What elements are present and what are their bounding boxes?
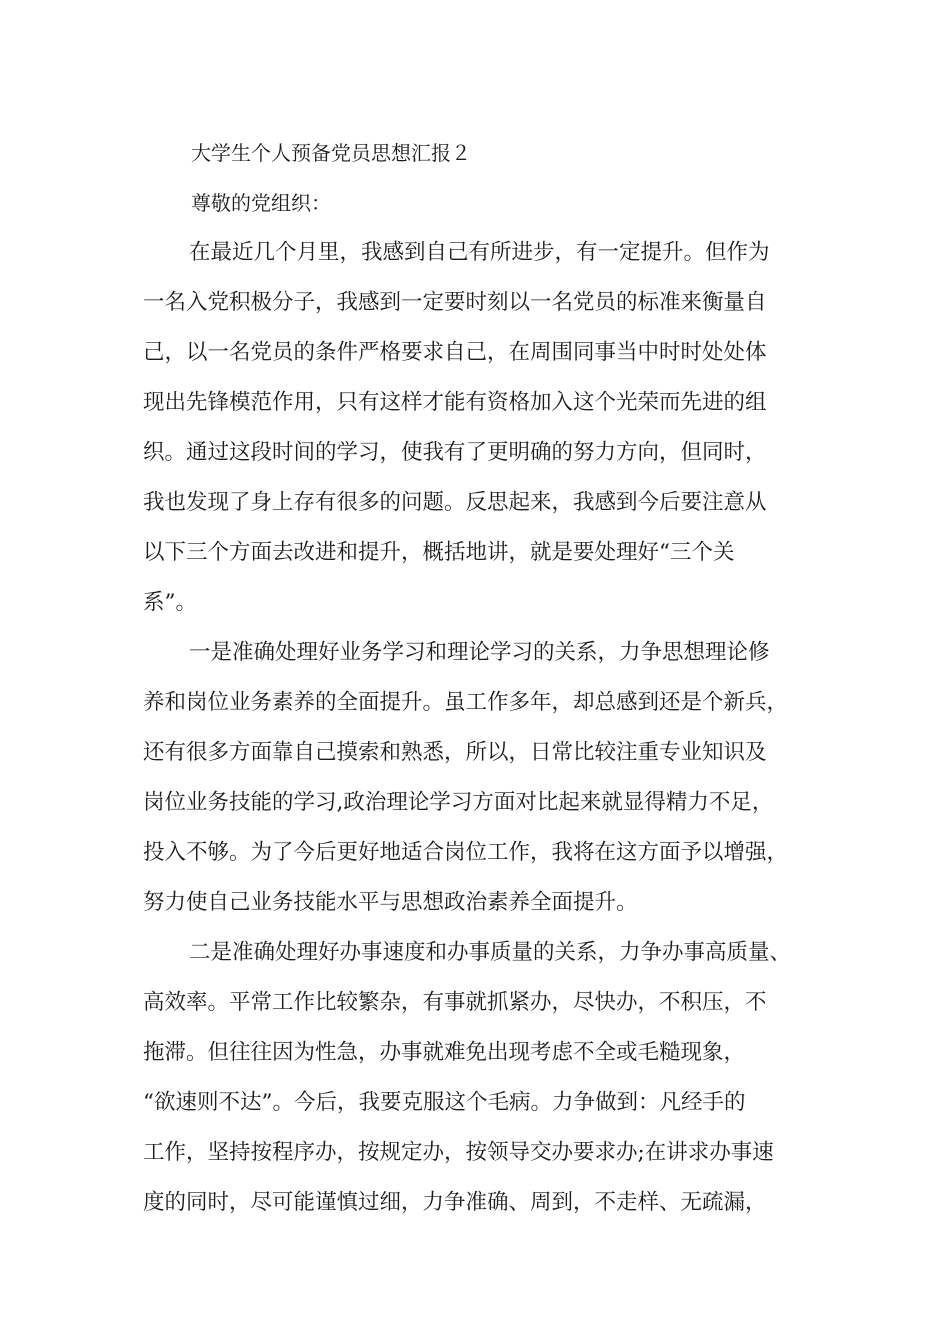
paragraph-line: 努力使自己业务技能水平与思想政治素养全面提升。 bbox=[143, 890, 638, 915]
paragraph-line: 以下三个方面去改进和提升，概括地讲，就是要处理好“三个关 bbox=[143, 540, 735, 565]
paragraph-line: 现出先锋模范作用，只有这样才能有资格加入这个光荣而先进的组 bbox=[143, 390, 767, 415]
paragraph-2 bbox=[143, 628, 815, 928]
paragraph-line: 拖滞。但往往因为性急，办事就难免出现考虑不全或毛糙现象， bbox=[143, 1040, 746, 1065]
paragraph-3 bbox=[143, 928, 815, 1228]
paragraph-line: 织。通过这段时间的学习，使我有了更明确的努力方向，但同时， bbox=[143, 440, 767, 465]
paragraph-line: 我也发现了身上存有很多的问题。反思起来，我感到今后要注意从 bbox=[143, 490, 767, 515]
paragraph-line: 投入不够。为了今后更好地适合岗位工作，我将在这方面予以增强， bbox=[143, 840, 789, 865]
document-body bbox=[143, 128, 815, 1228]
document-title: 大学生个人预备党员思想汇报２ bbox=[191, 141, 471, 165]
paragraph-line: 在最近几个月里，我感到自己有所进步，有一定提升。但作为 bbox=[189, 240, 770, 265]
paragraph-1 bbox=[143, 228, 815, 628]
paragraph-line: “欲速则不达”。今后，我要克服这个毛病。力争做到：凡经手的 bbox=[143, 1090, 746, 1115]
paragraph-line: 还有很多方面靠自己摸索和熟悉，所以，日常比较注重专业知识及 bbox=[143, 740, 767, 765]
paragraph-line: 岗位业务技能的学习,政治理论学习方面对比起来就显得精力不足， bbox=[143, 790, 774, 815]
paragraph-line: 一名入党积极分子，我感到一定要时刻以一名党员的标准来衡量自 bbox=[143, 290, 767, 315]
paragraph-line: 高效率。平常工作比较繁杂，有事就抓紧办，尽快办，不积压，不 bbox=[143, 990, 767, 1015]
paragraph-line: 度的同时，尽可能谨慎过细，力争准确、周到，不走样、无疏漏， bbox=[143, 1190, 767, 1215]
paragraph-line: 一是准确处理好业务学习和理论学习的关系，力争思想理论修 bbox=[189, 640, 770, 665]
paragraph-line: 养和岗位业务素养的全面提升。虽工作多年，却总感到还是个新兵， bbox=[143, 690, 789, 715]
paragraph-line: 工作，坚持按程序办，按规定办，按领导交办要求办;在讲求办事速 bbox=[143, 1140, 774, 1165]
paragraph-line: 二是准确处理好办事速度和办事质量的关系，力争办事高质量、 bbox=[189, 940, 792, 965]
paragraph-line: 己，以一名党员的条件严格要求自己，在周围同事当中时时处处体 bbox=[143, 340, 767, 365]
salutation: 尊敬的党组织： bbox=[191, 191, 331, 215]
paragraph-line: 系”。 bbox=[143, 590, 197, 615]
